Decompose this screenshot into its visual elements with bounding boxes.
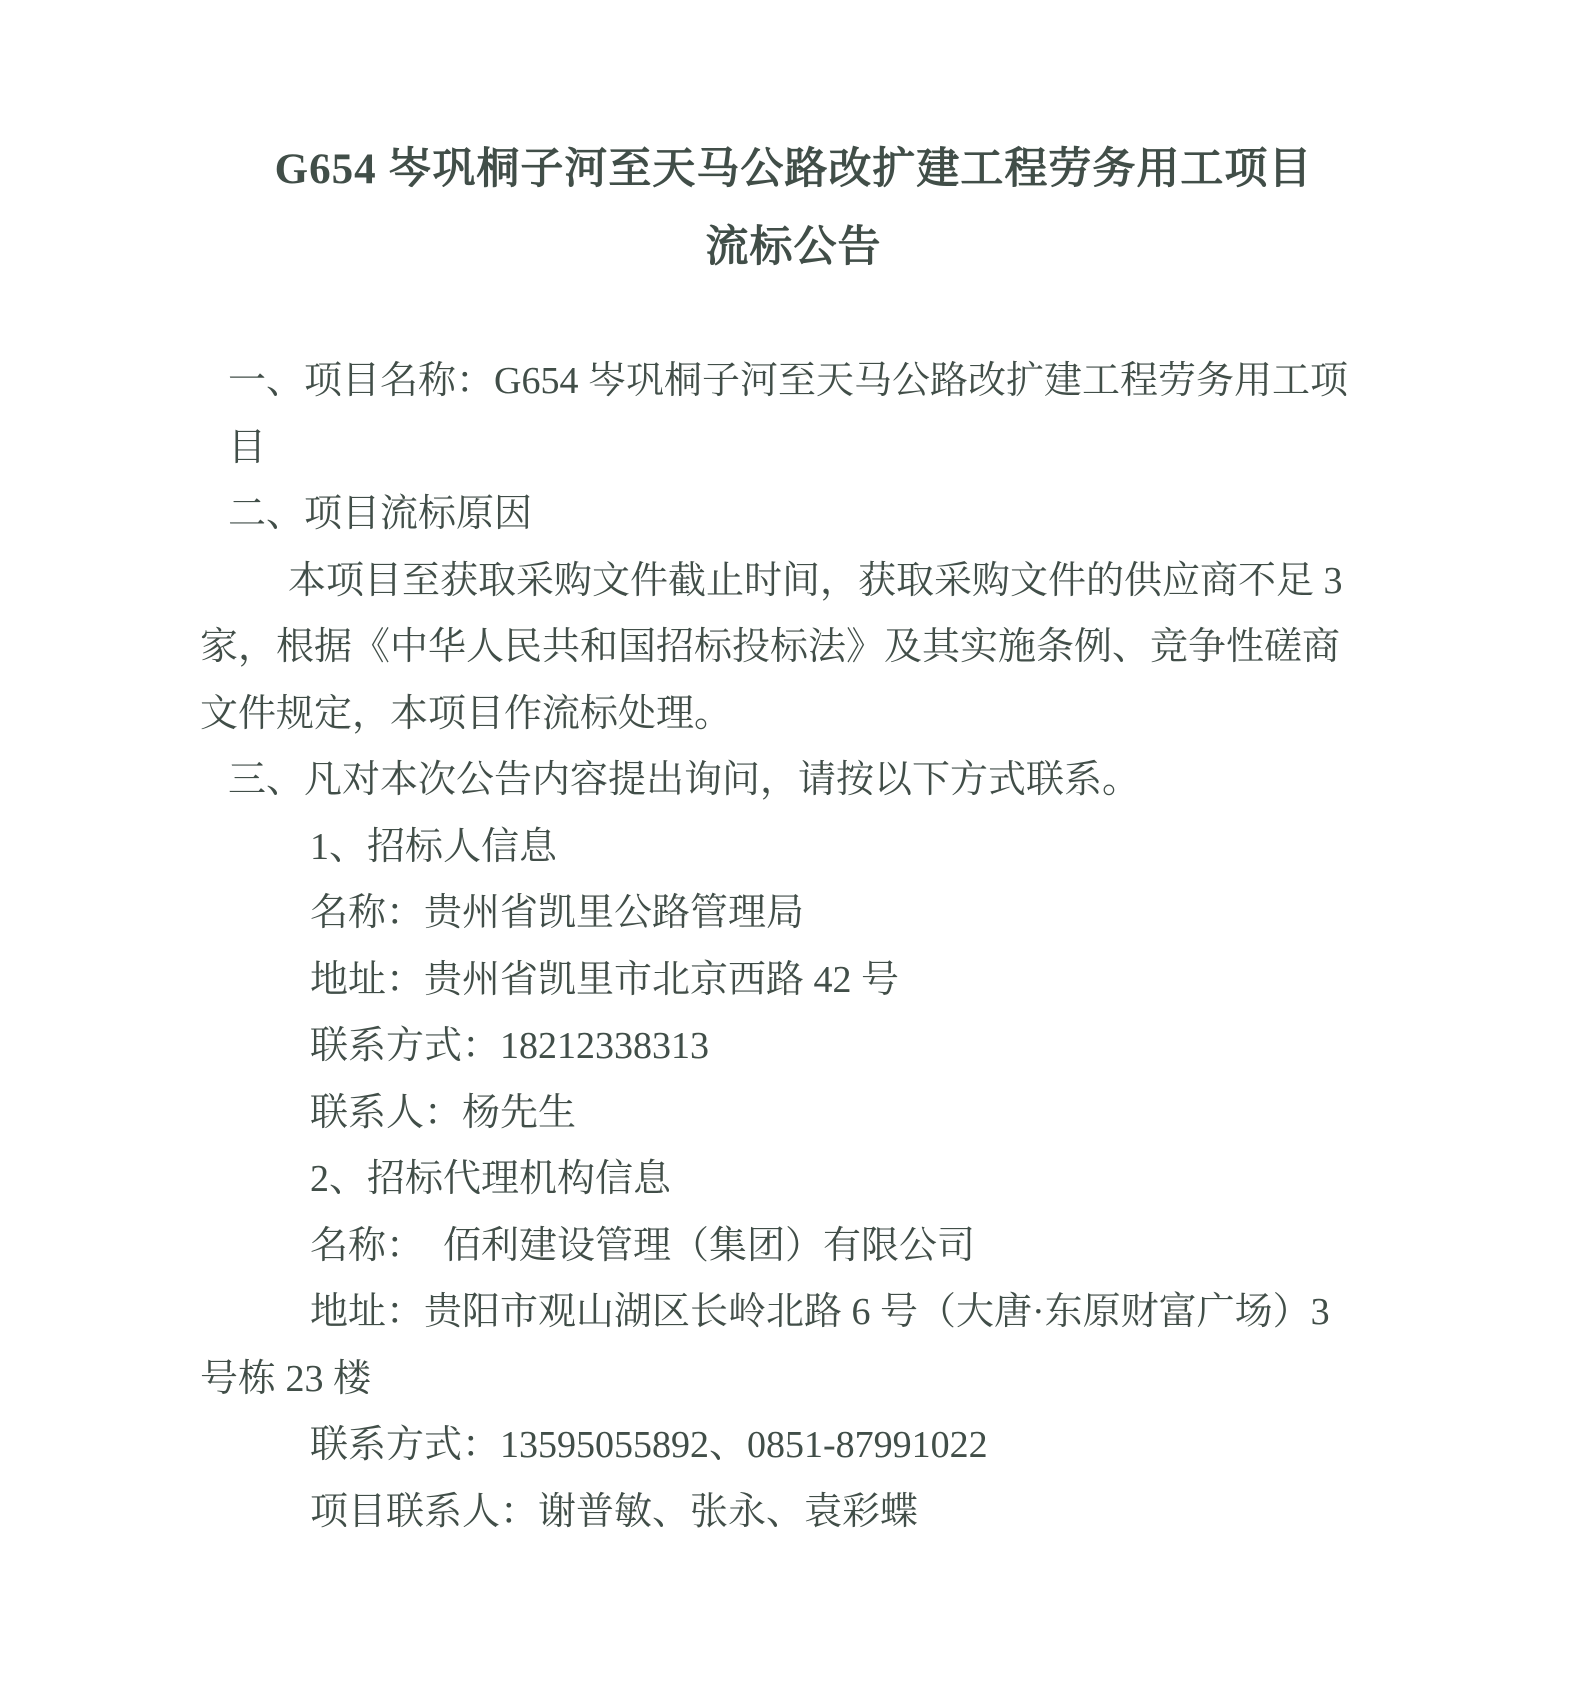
body-line-tenderer-heading: 1、招标人信息 — [310, 825, 558, 868]
body-line-agency-phone: 联系方式：13595055892、0851-87991022 — [310, 1424, 988, 1466]
body-line-agency-heading: 2、招标代理机构信息 — [310, 1158, 672, 1200]
body-line-agency-name: 名称： 佰利建设管理（集团）有限公司 — [310, 1224, 976, 1267]
body-line-tenderer-address: 地址：贵州省凯里市北京西路 42 号 — [310, 958, 900, 1001]
body-line-agency-address: 地址：贵阳市观山湖区长岭北路 6 号（大唐·东原财富广场）3 — [310, 1291, 1330, 1333]
title-line-2: 流标公告 — [705, 224, 882, 271]
body-line-agency-address-wrap: 号栋 23 楼 — [200, 1357, 372, 1400]
body-line-agency-contacts: 项目联系人：谢普敏、张永、袁彩蝶 — [310, 1490, 919, 1533]
document-body — [200, 348, 1390, 1545]
body-line-tenderer-contact: 联系人：杨先生 — [310, 1091, 577, 1134]
title-line-1: G654 岑巩桐子河至天马公路改扩建工程劳务用工项目 — [274, 146, 1313, 193]
body-line-reason-heading: 二、项目流标原因 — [228, 493, 533, 535]
body-line-project-name-wrap: 目 — [228, 426, 267, 469]
body-line-reason-2: 家，根据《中华人民共和国招标投标法》及其实施条例、竞争性磋商 — [200, 626, 1341, 668]
body-line-tenderer-phone: 联系方式：18212338313 — [310, 1025, 710, 1067]
document-title — [100, 131, 1487, 287]
body-line-reason-3: 文件规定，本项目作流标处理。 — [200, 692, 733, 735]
body-line-contact-heading: 三、凡对本次公告内容提出询问，请按以下方式联系。 — [228, 759, 1141, 801]
body-line-reason-1: 本项目至获取采购文件截止时间，获取采购文件的供应商不足 3 — [288, 559, 1343, 602]
body-line-tenderer-name: 名称：贵州省凯里公路管理局 — [310, 892, 805, 934]
body-line-project-name: 一、项目名称：G654 岑巩桐子河至天马公路改扩建工程劳务用工项 — [228, 360, 1348, 402]
